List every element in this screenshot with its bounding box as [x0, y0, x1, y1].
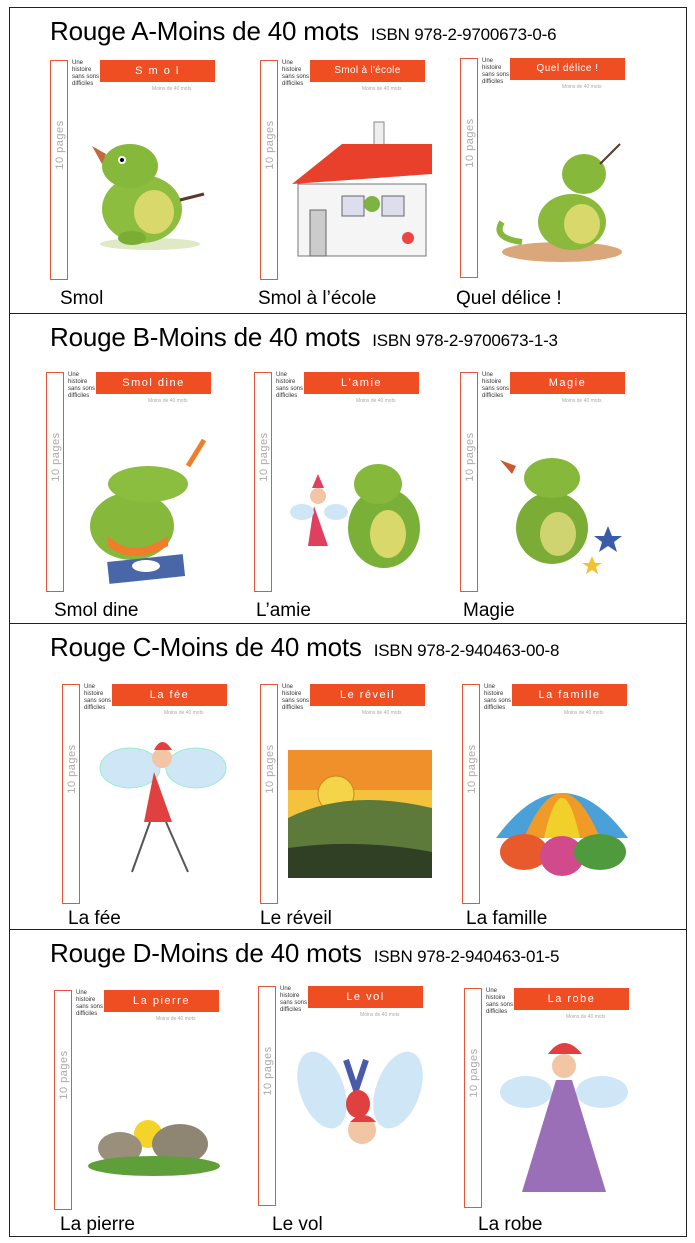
book-title-banner: Le réveil	[310, 684, 425, 706]
book-caption: La pierre	[60, 1214, 135, 1235]
book-blurb: Une histoire sans sons difficiles	[72, 60, 100, 87]
book-title-banner: La famille	[512, 684, 627, 706]
book-subtitle: Moins de 40 mots	[562, 398, 602, 404]
section-isbn: ISBN 978-2-940463-00-8	[373, 641, 560, 660]
book-blurb: Une histoire sans sons difficiles	[76, 990, 104, 1017]
book-subtitle: Moins de 40 mots	[362, 86, 402, 92]
book-title-banner: Smol à l'école	[310, 60, 425, 82]
catalog-page	[9, 7, 687, 1237]
book-spine: 10 pages	[62, 684, 80, 904]
dragon-fairy-icon	[276, 416, 432, 586]
book-cover	[260, 684, 438, 904]
book-caption: Le réveil	[260, 908, 332, 929]
umbrella-family-icon	[484, 728, 640, 898]
book-subtitle: Moins de 40 mots	[356, 398, 396, 404]
dragon-icon	[482, 102, 638, 272]
fairy-dress-icon	[486, 1032, 642, 1202]
book-spine: 10 pages	[50, 60, 68, 280]
book-cover	[50, 60, 228, 280]
book-cover	[464, 988, 642, 1208]
book-cover	[460, 58, 638, 278]
section-title: Rouge B-Moins de 40 mots ISBN 978-2-9700673-1-3	[50, 322, 558, 352]
book-blurb: Une histoire sans sons difficiles	[68, 372, 96, 399]
book-subtitle: Moins de 40 mots	[562, 84, 602, 90]
school-house-icon	[282, 104, 438, 274]
book-spine: 10 pages	[464, 988, 482, 1208]
book-subtitle: Moins de 40 mots	[566, 1014, 606, 1020]
section-title: Rouge D-Moins de 40 mots ISBN 978-2-940463-01-5	[50, 938, 560, 968]
book-spine: 10 pages	[260, 684, 278, 904]
book-blurb: Une histoire sans sons difficiles	[282, 684, 310, 711]
dragon-magic-icon	[482, 416, 638, 586]
section-title: Rouge C-Moins de 40 mots ISBN 978-2-940463-00-8	[50, 632, 560, 662]
book-title-banner: Le vol	[308, 986, 423, 1008]
book-subtitle: Moins de 40 mots	[148, 398, 188, 404]
book-title-banner: Quel délice !	[510, 58, 625, 80]
book-spine: 10 pages	[46, 372, 64, 592]
book-title-banner: S m o l	[100, 60, 215, 82]
book-caption: Le vol	[272, 1214, 323, 1235]
flying-fairy-icon	[280, 1030, 436, 1200]
dragon-eating-icon	[68, 416, 224, 586]
book-blurb: Une histoire sans sons difficiles	[484, 684, 512, 711]
stone-sun-icon	[76, 1034, 232, 1204]
section-rouge-b	[10, 314, 686, 624]
section-rouge-c	[10, 624, 686, 930]
book-caption: La famille	[466, 908, 548, 929]
book-blurb: Une histoire sans sons difficiles	[486, 988, 514, 1015]
book-subtitle: Moins de 40 mots	[152, 86, 192, 92]
section-title: Rouge A-Moins de 40 mots ISBN 978-2-9700673-0-6	[50, 16, 557, 46]
book-title-banner: L'amie	[304, 372, 419, 394]
book-blurb: Une histoire sans sons difficiles	[282, 60, 310, 87]
book-title-banner: La pierre	[104, 990, 219, 1012]
book-caption: Smol à l’école	[258, 288, 377, 309]
book-blurb: Une histoire sans sons difficiles	[482, 372, 510, 399]
book-spine: 10 pages	[260, 60, 278, 280]
fairy-icon	[84, 728, 240, 898]
book-subtitle: Moins de 40 mots	[360, 1012, 400, 1018]
book-title-banner: La fée	[112, 684, 227, 706]
book-spine: 10 pages	[254, 372, 272, 592]
section-rouge-a	[10, 8, 686, 314]
book-title-banner: La robe	[514, 988, 629, 1010]
book-subtitle: Moins de 40 mots	[362, 710, 402, 716]
book-subtitle: Moins de 40 mots	[564, 710, 604, 716]
book-subtitle: Moins de 40 mots	[156, 1016, 196, 1022]
book-blurb: Une histoire sans sons difficiles	[276, 372, 304, 399]
section-isbn: ISBN 978-2-9700673-1-3	[372, 331, 558, 350]
book-spine: 10 pages	[460, 58, 478, 278]
book-caption: L’amie	[256, 600, 311, 621]
book-caption: Smol	[60, 288, 104, 309]
book-cover	[260, 60, 438, 280]
book-cover	[462, 684, 640, 904]
dragon-icon	[72, 104, 228, 274]
book-spine: 10 pages	[54, 990, 72, 1210]
book-blurb: Une histoire sans sons difficiles	[280, 986, 308, 1013]
book-spine: 10 pages	[462, 684, 480, 904]
section-isbn: ISBN 978-2-940463-01-5	[373, 947, 560, 966]
book-caption: Smol dine	[54, 600, 139, 621]
book-caption: Magie	[463, 600, 515, 621]
book-cover	[46, 372, 224, 592]
book-subtitle: Moins de 40 mots	[164, 710, 204, 716]
book-blurb: Une histoire sans sons difficiles	[482, 58, 510, 85]
book-cover	[62, 684, 240, 904]
section-rouge-d	[10, 930, 686, 1236]
book-cover	[460, 372, 638, 592]
book-cover	[258, 986, 436, 1206]
book-cover	[254, 372, 432, 592]
book-caption: La robe	[478, 1214, 543, 1235]
book-title-banner: Smol dine	[96, 372, 211, 394]
book-caption: Quel délice !	[456, 288, 562, 309]
book-caption: La fée	[68, 908, 121, 929]
sunrise-icon	[282, 728, 438, 898]
section-isbn: ISBN 978-2-9700673-0-6	[370, 25, 557, 44]
book-spine: 10 pages	[258, 986, 276, 1206]
book-blurb: Une histoire sans sons difficiles	[84, 684, 112, 711]
book-spine: 10 pages	[460, 372, 478, 592]
book-cover	[54, 990, 232, 1210]
book-title-banner: Magie	[510, 372, 625, 394]
